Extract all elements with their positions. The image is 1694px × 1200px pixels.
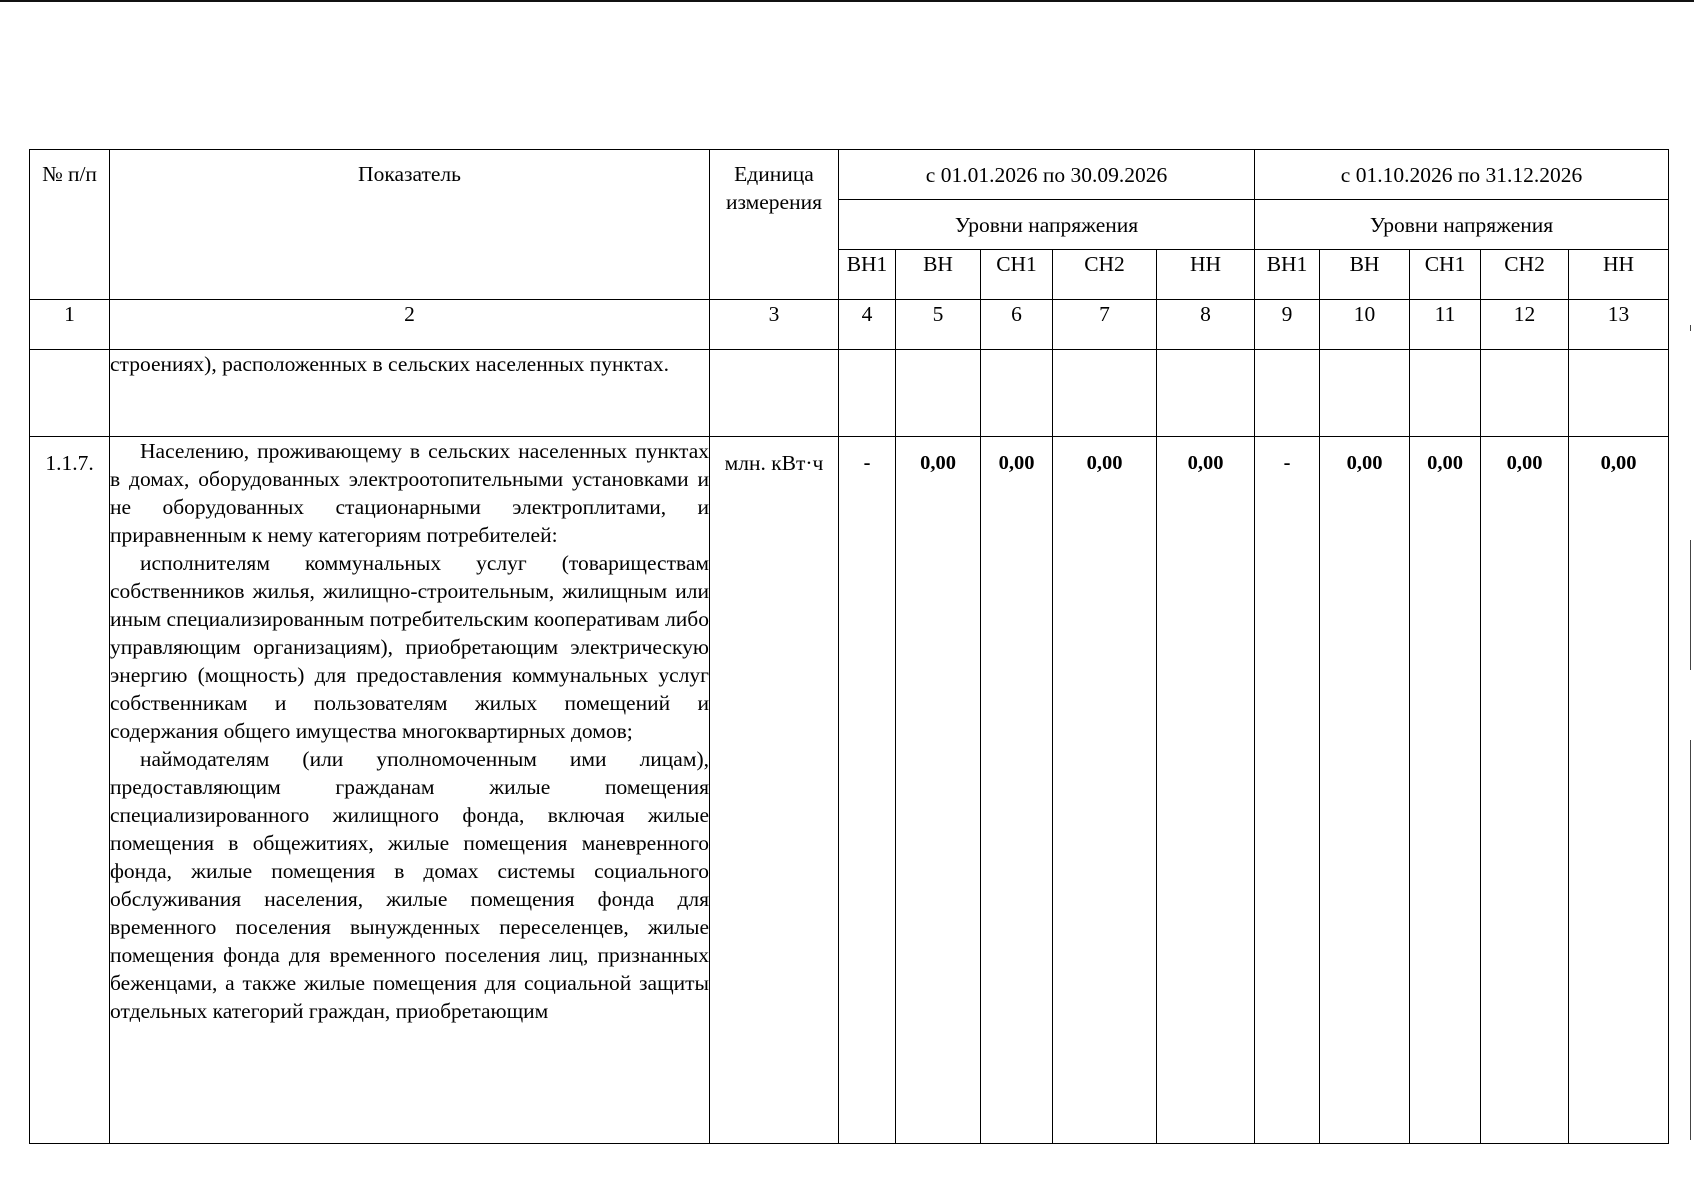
value-cell (981, 350, 1053, 437)
scan-edge-mark (1690, 540, 1691, 670)
header-period-2: с 01.10.2026 по 31.12.2026 (1255, 150, 1669, 200)
value-cell (1157, 350, 1255, 437)
indicator-paragraph: наймодателям (или уполномоченным ими лицам), предоставляющим гражданам жилые помещения специализированного жилищного фонда, включая жилые помещения в общежитиях, жилые помещения маневренного фонда, жилые помещения в домах системы социального обслуживания населения, жилые помещения фонда для временного поселения вынужденных переселенцев, жилые помещения фонда для временного поселения лиц, признанных беженцами, а также жилые помещения для социальной защиты отдельных категорий граждан, приобретающим (110, 747, 709, 1023)
value-cell: - (1255, 437, 1320, 1144)
value-cell (1569, 350, 1669, 437)
value-cell: 0,00 (896, 437, 981, 1144)
indicator-paragraph: строениях), расположенных в сельских населенных пунктах. (110, 352, 670, 376)
column-number: 11 (1410, 300, 1481, 350)
value-cell (1481, 350, 1569, 437)
table-row-continuation (30, 350, 1669, 437)
scan-edge-mark (1690, 325, 1691, 331)
header-level-nn: НН (1569, 250, 1669, 300)
value-cell: 0,00 (1410, 437, 1481, 1144)
row-number: 1.1.7. (30, 437, 110, 1144)
header-level-sn1: СН1 (1410, 250, 1481, 300)
value-cell (1053, 350, 1157, 437)
column-number: 5 (896, 300, 981, 350)
header-level-sn2: СН2 (1053, 250, 1157, 300)
header-level-vn1: ВН1 (1255, 250, 1320, 300)
column-number: 3 (710, 300, 839, 350)
value-cell: 0,00 (1481, 437, 1569, 1144)
column-number-row (30, 300, 1669, 350)
column-number: 1 (30, 300, 110, 350)
header-indicator: Показатель (110, 150, 710, 300)
page-top-rule (0, 0, 1694, 2)
value-cell: 0,00 (1320, 437, 1410, 1144)
column-number: 7 (1053, 300, 1157, 350)
energy-volume-table (29, 149, 1669, 1144)
indicator-cell (110, 350, 710, 437)
column-number: 9 (1255, 300, 1320, 350)
column-number: 10 (1320, 300, 1410, 350)
indicator-paragraph: Населению, проживающему в сельских населенных пунктах в домах, оборудованных электроотопительными установками и не оборудованных стационарными электроплитами, и приравненным к нему категориям потребителей: (110, 439, 709, 547)
value-cell (1320, 350, 1410, 437)
value-cell: 0,00 (1053, 437, 1157, 1144)
value-cell: - (839, 437, 896, 1144)
unit-cell (710, 350, 839, 437)
column-number: 12 (1481, 300, 1569, 350)
header-period-1: с 01.01.2026 по 30.09.2026 (839, 150, 1255, 200)
unit-cell: млн. кВт·ч (710, 437, 839, 1144)
header-unit: Единица измерения (710, 150, 839, 300)
indicator-paragraph: исполнителям коммунальных услуг (товариществам собственников жилья, жилищно-строительным, жилищным или иным специализированным потребительским кооперативам либо управляющим организациям), приобретающим электрическую энергию (мощность) для предоставления коммунальных услуг собственникам и пользователям жилых помещений и содержания общего имущества многоквартирных домов; (110, 551, 709, 743)
value-cell: 0,00 (1569, 437, 1669, 1144)
value-cell (896, 350, 981, 437)
header-row-periods (30, 150, 1669, 200)
header-level-sn2: СН2 (1481, 250, 1569, 300)
header-level-vn: ВН (896, 250, 981, 300)
table-row-1-1-7 (30, 437, 1669, 1144)
header-level-nn: НН (1157, 250, 1255, 300)
value-cell (1410, 350, 1481, 437)
row-number (30, 350, 110, 437)
column-number: 6 (981, 300, 1053, 350)
header-no: № п/п (30, 150, 110, 300)
header-voltage-levels-2: Уровни напряжения (1255, 200, 1669, 250)
column-number: 2 (110, 300, 710, 350)
value-cell (1255, 350, 1320, 437)
header-voltage-levels-1: Уровни напряжения (839, 200, 1255, 250)
column-number: 4 (839, 300, 896, 350)
column-number: 8 (1157, 300, 1255, 350)
header-level-vn1: ВН1 (839, 250, 896, 300)
value-cell: 0,00 (1157, 437, 1255, 1144)
scan-edge-mark (1690, 740, 1691, 1140)
header-level-vn: ВН (1320, 250, 1410, 300)
indicator-cell (110, 437, 710, 1144)
header-level-sn1: СН1 (981, 250, 1053, 300)
column-number: 13 (1569, 300, 1669, 350)
value-cell (839, 350, 896, 437)
value-cell: 0,00 (981, 437, 1053, 1144)
